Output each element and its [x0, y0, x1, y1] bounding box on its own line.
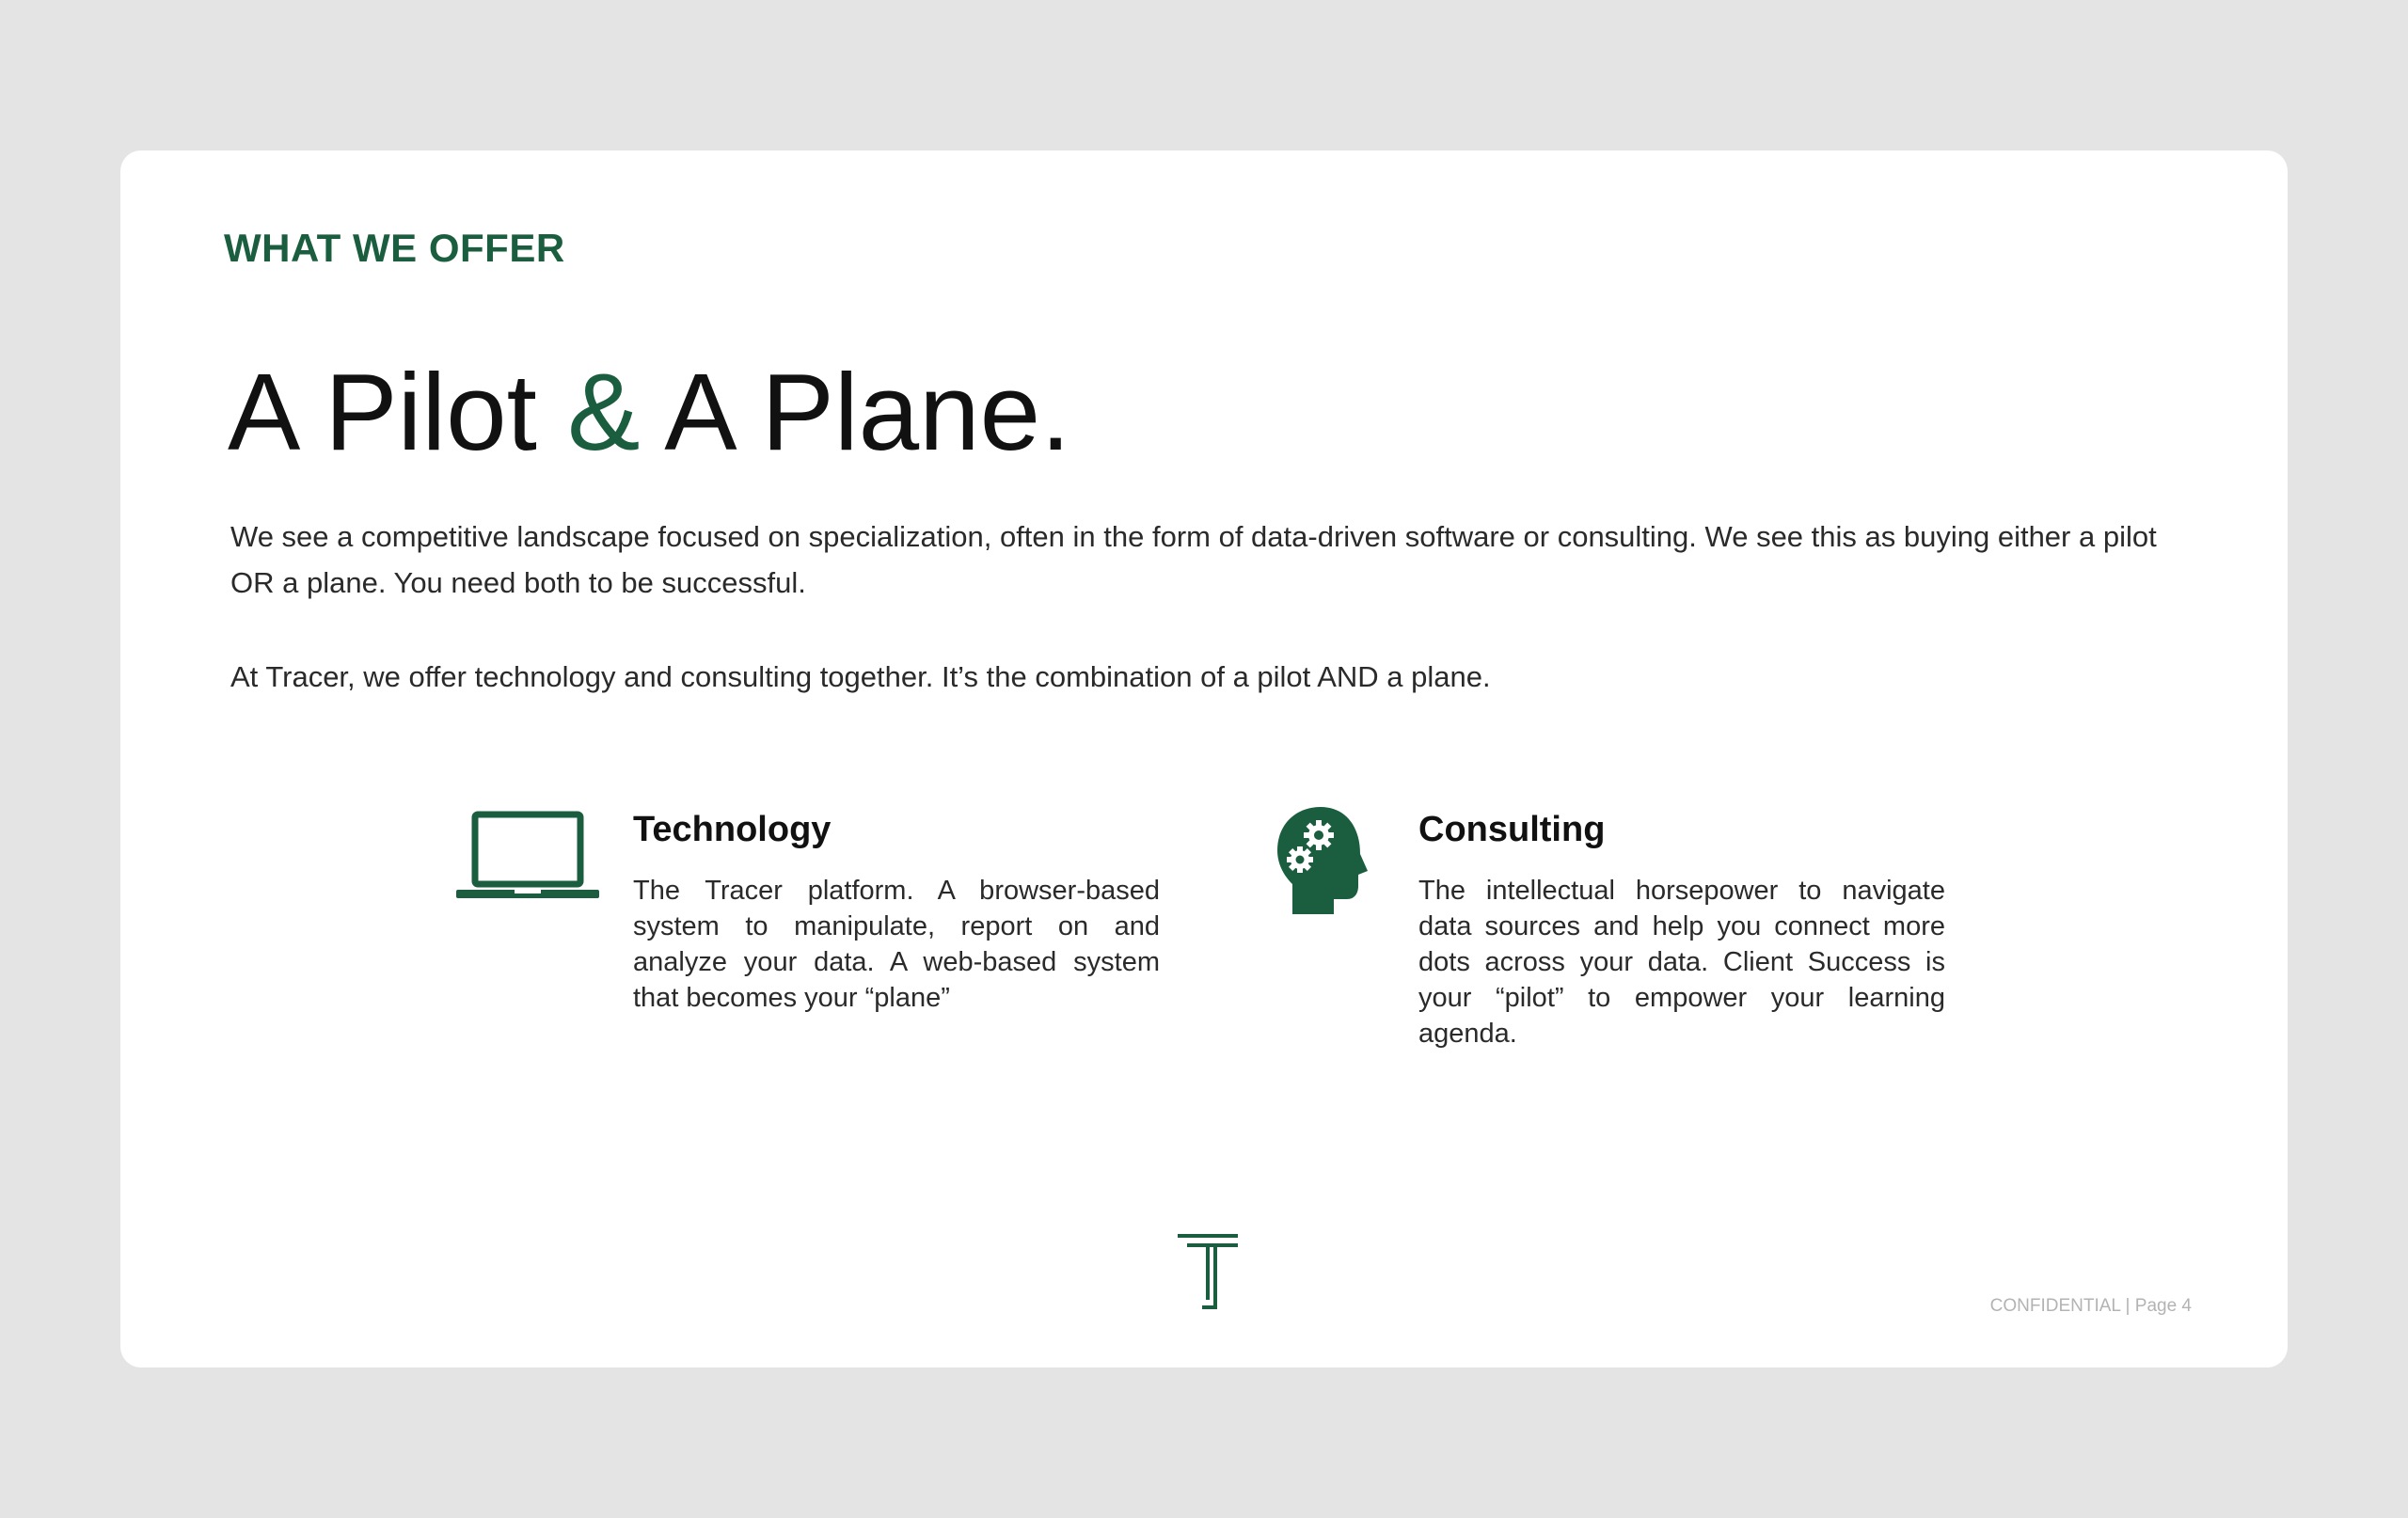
slide — [120, 150, 2288, 1368]
intro-paragraph: We see a competitive landscape focused on specialization, often in the form of data-driven software or consulting. We see this as buying either a pilot OR a plane. You need both to be successful. — [230, 520, 2157, 599]
confidential-footer: CONFIDENTIAL | Page 4 — [1989, 1296, 2192, 1316]
head-gears-icon — [1274, 805, 1371, 916]
tracer-paragraph: At Tracer, we offer technology and consulting together. It’s the combination of a pilot AND a plane. — [230, 660, 1491, 693]
title-part-plane: A Plane. — [640, 351, 1071, 473]
title-part-pilot: A Pilot — [228, 351, 568, 473]
slide-title — [228, 351, 1071, 473]
feature-title: Consulting — [1418, 810, 1606, 849]
section-eyebrow: WHAT WE OFFER — [224, 226, 565, 270]
tracer-logo — [1174, 1230, 1242, 1313]
laptop-icon — [456, 809, 599, 903]
title-ampersand: & — [567, 351, 641, 473]
feature-description: The Tracer platform. A browser-based system to manipulate, report on and analyze your data. A web-based system that becomes your “plane” — [633, 875, 1160, 1013]
feature-description: The intellectual horsepower to navigate data sources and help you connect more dots across your data. Client Success is your “pilot” to empower your learning agenda. — [1418, 875, 1945, 1049]
feature-technology — [633, 809, 1160, 1016]
feature-consulting — [1418, 809, 1945, 1052]
feature-title: Technology — [633, 810, 832, 849]
